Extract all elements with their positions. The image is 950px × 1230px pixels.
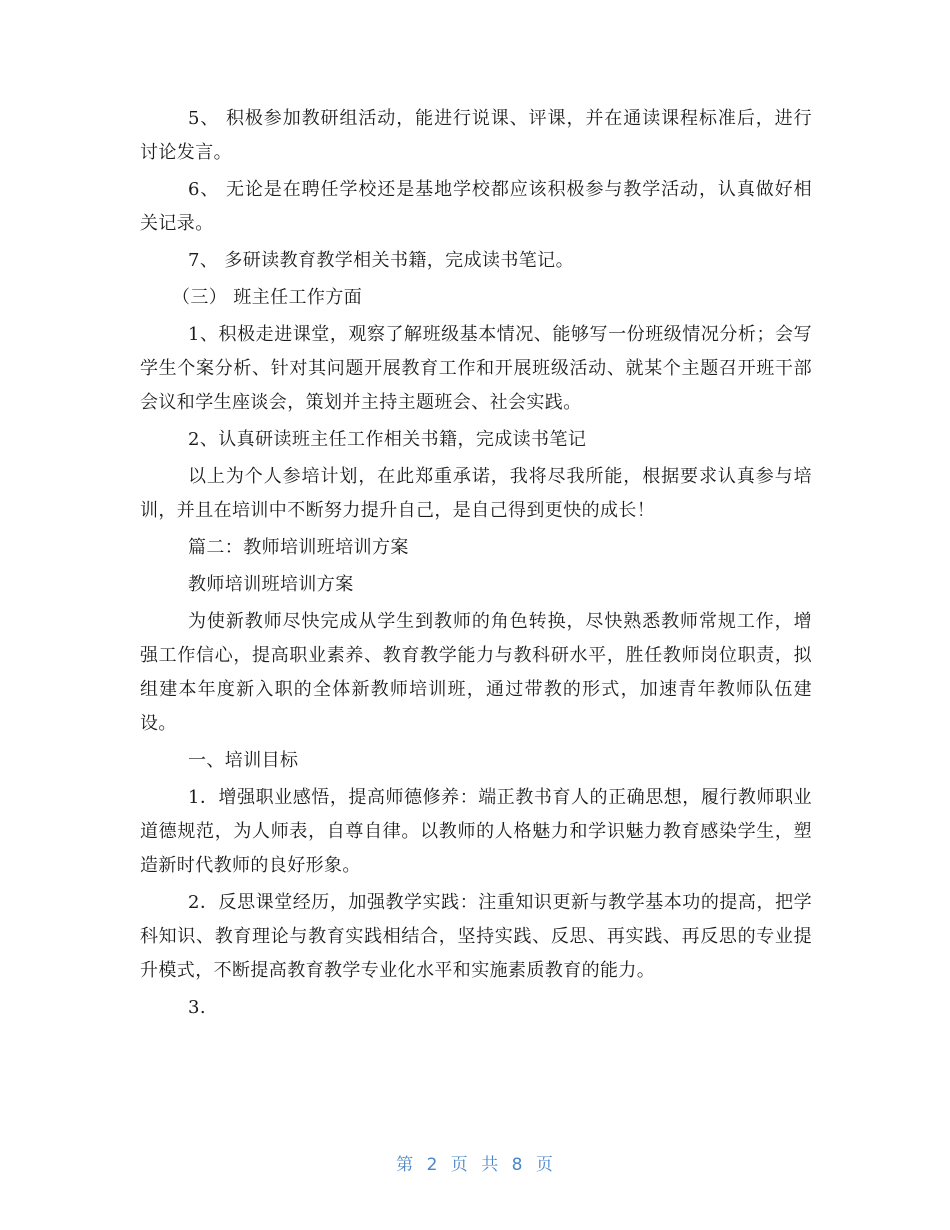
footer-gong: 共 (481, 1155, 500, 1175)
footer-total-pages: 8 (511, 1155, 524, 1175)
paragraph-goal-2: 2．反思课堂经历，加强教学实践：注重知识更新与教学基本功的提高，把学科知识、教育理论与教育实践相结合，坚持实践、反思、再实践、再反思的专业提升模式，不断提高教育教学专业化水平和实施素质教育的能力。 (140, 892, 812, 981)
paragraph-goal-3: 3. (188, 997, 206, 1018)
footer-page-number: 2 (426, 1155, 439, 1175)
paragraph-goal-1: 1．增强职业感悟，提高师德修养：端正教书育人的正确思想，履行教师职业道德规范，为人师表，自尊自律。以教师的人格魅力和学识魅力教育感染学生，塑造新时代教师的良好形象。 (140, 787, 812, 876)
section-heading-class-teacher: （三） 班主任工作方面 (172, 287, 363, 308)
paragraph-class-item-2: 2、认真研读班主任工作相关书籍，完成读书笔记 (188, 429, 587, 450)
section-heading-goals: 一、培训目标 (188, 750, 299, 771)
paragraph-class-item-1: 1、积极走进课堂，观察了解班级基本情况、能够写一份班级情况分析；会写学生个案分析、针对其问题开展教育工作和开展班级活动、就某个主题召开班干部会议和学生座谈会，策划并主持主题班会、社会实践。 (140, 324, 812, 413)
document-body (140, 102, 812, 1028)
paragraph-item-6: 6、 无论是在聘任学校还是基地学校都应该积极参与教学活动，认真做好相关记录。 (140, 179, 812, 234)
article-two-title: 教师培训班培训方案 (188, 574, 354, 595)
page-footer (0, 1150, 950, 1175)
paragraph-item-7: 7、 多研读教育教学相关书籍，完成读书笔记。 (188, 250, 574, 271)
footer-ye: 页 (450, 1155, 469, 1175)
paragraph-intro: 为使新教师尽快完成从学生到教师的角色转换，尽快熟悉教师常规工作，增强工作信心，提高职业素养、教育教学能力与教科研水平，胜任教师岗位职责，拟组建本年度新入职的全体新教师培训班，通过带教的形式，加速青年教师队伍建设。 (140, 611, 812, 734)
article-two-heading: 篇二：教师培训班培训方案 (188, 537, 409, 558)
paragraph-item-5: 5、 积极参加教研组活动，能进行说课、评课，并在通读课程标准后，进行讨论发言。 (140, 108, 812, 163)
footer-di: 第 (396, 1155, 415, 1175)
footer-ye-end: 页 (535, 1155, 554, 1175)
paragraph-pledge: 以上为个人参培计划，在此郑重承诺，我将尽我所能，根据要求认真参与培训，并且在培训中不断努力提升自己，是自己得到更快的成长！ (140, 466, 812, 521)
